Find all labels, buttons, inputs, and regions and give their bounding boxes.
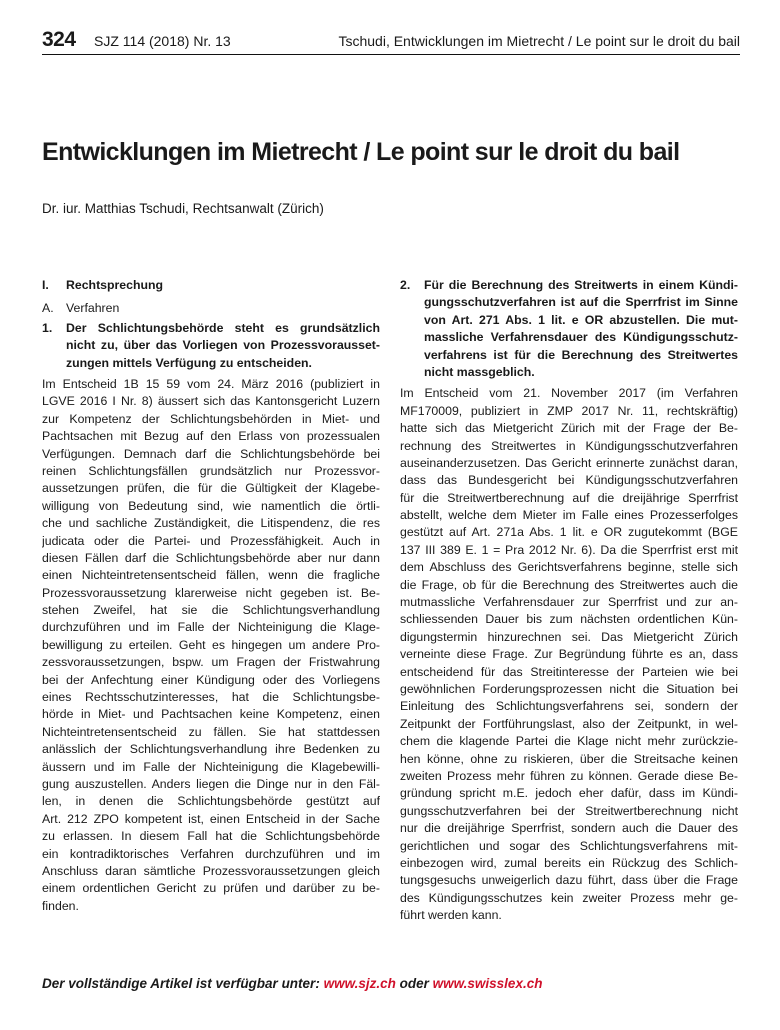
text-line: gestützt auf Art. 271a Abs. 1 lit. e OR zugutekommt (BGE [400, 525, 738, 540]
text-line: Pachtsachen mit Bezug auf den Erlass von prozessualen [42, 429, 380, 444]
text-line: 137 III 389 E. 1 = Pra 2012 Nr. 6). Da die Sperrfrist erst mit [400, 542, 738, 557]
text-line: Art. 212 ZPO kompetent ist, einen Entscheid in der Sache [42, 811, 380, 826]
text-line: die Frage, ob für die Berechnung des Streitwertes auch die [400, 577, 738, 592]
section-number: I. [42, 278, 49, 292]
text-line: zungen mittels Verfügung zu entscheiden. [66, 355, 312, 370]
body-paragraph [42, 376, 380, 915]
journal-citation: SJZ 114 (2018) Nr. 13 [94, 33, 231, 49]
body-paragraph [400, 385, 738, 924]
left-column [42, 277, 380, 915]
text-line: willigung von Bedeutung sind, wie namentlich die örtli- [42, 498, 380, 513]
swisslex-link[interactable]: www.swisslex.ch [432, 976, 543, 991]
text-line: dem Abschluss des Gerichtsverfahrens beginne, stelle sich [400, 560, 738, 575]
text-line: bewilligung zu erteilen. Geht es hingegen um andere Pro- [42, 637, 380, 652]
text-line: judicata oder die Partei- und Prozessfähigkeit. Auch in [42, 533, 380, 548]
text-line: Verfügungen. Demnach darf die Schlichtungsbehörde bei [42, 446, 380, 461]
text-line: von Art. 271 Abs. 1 lit. e OR abzustellen. Die mut- [424, 312, 738, 327]
text-line: dass das Bundesgericht bei Kündigungsschutzverfahren [400, 473, 738, 488]
text-line: LGVE 2016 I Nr. 8) äussert sich das Kantonsgericht Luzern [42, 394, 380, 409]
headnote-1 [42, 320, 380, 372]
text-line: eines Rechtsschutzinteresses, hat die Schlichtungsbe- [42, 690, 380, 705]
text-line: diesen Fällen darf die Schlichtungsbehörde aber nur dann [42, 550, 380, 565]
text-line: Für die Berechnung des Streitwerts in einem Kündi- [424, 278, 738, 292]
text-line: zur Kompetenz der Schlichtungsbehörden in Miet- und [42, 411, 380, 426]
headnote-text [66, 320, 380, 372]
text-line: Nichteintretensentscheid zu fällen. Sie hat stattdessen [42, 724, 380, 739]
headnote-2 [400, 277, 738, 381]
author-line: Dr. iur. Matthias Tschudi, Rechtsanwalt (Zürich) [42, 201, 324, 216]
text-line: gung auszustellen. Anders liegen die Dinge nur in den Fäl- [42, 776, 380, 791]
page-number: 324 [42, 28, 76, 51]
footer-connector: oder [399, 976, 429, 991]
text-line: Der Schlichtungsbehörde steht es grundsätzlich [66, 320, 380, 335]
text-line: des Kündigungsschutzes kein zweiter Prozess mehr ge- [400, 890, 738, 905]
text-line: stehen Zweifel, hat sie die Schlichtungsverhandlung [42, 603, 380, 618]
text-line: einen Nichteintretensentscheid fällen, wenn die fragliche [42, 568, 380, 583]
headnote-number: 2. [400, 278, 411, 292]
text-line: hatte sich das Mietgericht Zürich mit der Frage der Be- [400, 421, 738, 436]
text-line: len, in denen die Schlichtungsbehörde gestützt auf [42, 794, 380, 809]
text-line: verneinte diese Frage. Zur Begründung führte es an, dass [400, 647, 738, 662]
text-line: durchzuführen und im Falle der Nichteinigung die Klage- [42, 620, 380, 635]
text-line: führt werden kann. [400, 908, 502, 923]
text-line: aussetzungen prüfen, die für die Gültigkeit der Klagebe- [42, 481, 380, 496]
text-line: gerichtlichen und sogar des Schlichtungsverfahrens mit- [400, 838, 738, 853]
text-line: mutmassliche Verfahrensdauer zur Sperrfrist und zur an- [400, 595, 738, 610]
text-line: gründung spricht m.E. jedoch eher dafür, dass im Kündi- [400, 786, 738, 801]
headnote-text [424, 277, 738, 381]
text-line: hörde in Miet- und Pachtsachen keine Kompetenz, einen [42, 707, 380, 722]
text-line: einem ordentlichen Gericht zu prüfen und darüber zu be- [42, 881, 380, 896]
text-line: zessvoraussetzungen, bspw. um Fragen der Fristwahrung [42, 655, 380, 670]
right-column [400, 277, 738, 924]
text-line: finden. [42, 898, 79, 913]
footer-notice [42, 976, 542, 991]
article-title: Entwicklungen im Mietrecht / Le point sur le droit du bail [42, 138, 680, 166]
running-title: Tschudi, Entwicklungen im Mietrecht / Le point sur le droit du bail [338, 33, 740, 49]
sjz-link[interactable]: www.sjz.ch [323, 976, 396, 991]
text-line: ein kontradiktorisches Verfahren durchzuführen und im [42, 846, 380, 861]
text-line: rechnung des Streitwertes in Kündigungsschutzverfahren [400, 438, 738, 453]
text-line: reinen Schlichtungsfällen grundsätzlich nur Prozessvor- [42, 463, 380, 478]
text-line: verfahrens ist für die Berechnung des Streitwertes [424, 347, 738, 362]
text-line: massliche Verfahrensdauer des Kündigungsschutz- [424, 330, 738, 345]
text-line: nicht massgeblich. [424, 364, 535, 379]
section-heading [42, 277, 380, 294]
text-line: anlässlich der Schlichtungsverhandlung ihre Bedenken zu [42, 742, 380, 757]
text-line: zweiten Prozess mehr führen zu können. Gerade diese Be- [400, 768, 738, 783]
running-header [42, 28, 740, 55]
text-line: schliessenden Dauer bis zum nächsten ordentlichen Kün- [400, 612, 738, 627]
section-label: Rechtsprechung [66, 278, 164, 292]
text-line: zu erlassen. In diesem Fall hat die Schlichtungsbehörde [42, 829, 380, 844]
text-line: Einleitung des Schlichtungsverfahrens sei, sondern der [400, 699, 738, 714]
text-line: für die Streitwertberechnung auf die dreijährige Sperrfrist [400, 490, 738, 505]
text-line: chem die klagende Partei die Klage nicht mehr zurückzie- [400, 734, 738, 749]
text-line: auseinanderzusetzen. Das Gericht erinnerte zunächst daran, [400, 455, 738, 470]
text-line: gungsschutzverfahren ist auf die Sperrfrist im Sinne [424, 295, 738, 310]
text-line: Zeitpunkt der Fortführungslast, also der Zeitpunkt, in wel- [400, 716, 738, 731]
text-line: tungsgesuchs unweigerlich dazu führt, dass über die Frage [400, 873, 738, 888]
text-line: bei der Anfechtung einer Kündigung oder des Vorliegens [42, 672, 380, 687]
text-line: Im Entscheid 1B 15 59 vom 24. März 2016 (publiziert in [42, 376, 380, 391]
text-line: MF170009, publiziert in ZMP 2017 Nr. 11, rechtskräftig) [400, 403, 738, 418]
text-line: nicht zu, über das Vorliegen von Prozessvorausset- [66, 338, 380, 353]
text-line: gewöhnlichen Forderungsprozessen nicht die Situation bei [400, 681, 738, 696]
text-line: che und sachliche Zuständigkeit, die Litispendenz, die res [42, 516, 380, 531]
subsection-heading [42, 300, 380, 317]
text-line: digungstermin hinzurechnen sei. Das Mietgericht Zürich [400, 629, 738, 644]
headnote-number: 1. [42, 320, 53, 335]
subsection-label: Verfahren [66, 301, 120, 316]
footer-text: Der vollständige Artikel ist verfügbar unter: [42, 976, 320, 991]
text-line: hen könne, ohne zu riskieren, über die Streitsache keinen [400, 751, 738, 766]
text-line: abstellt, welche dem Mieter im Falle eines Prozesserfolges [400, 508, 738, 523]
text-line: gungsschutzverfahren bei der Streitwertberechnung nicht [400, 803, 738, 818]
text-line: einbezogen wird, zumal bereits ein Rückzug des Schlich- [400, 855, 738, 870]
text-line: entscheidend für das Streitinteresse der Parteien wie bei [400, 664, 738, 679]
text-line: äussern und im Falle der Nichteinigung die Klagebewilli- [42, 759, 380, 774]
text-line: Im Entscheid vom 21. November 2017 (im Verfahren [400, 386, 738, 401]
text-line: Prozessvoraussetzung klarerweise nicht gegeben ist. Be- [42, 585, 380, 600]
subsection-number: A. [42, 301, 54, 316]
text-line: nur die dreijährige Sperrfrist, sondern auch die Dauer des [400, 821, 738, 836]
text-line: Anschluss daran sämtliche Prozessvoraussetzungen gleich [42, 863, 380, 878]
